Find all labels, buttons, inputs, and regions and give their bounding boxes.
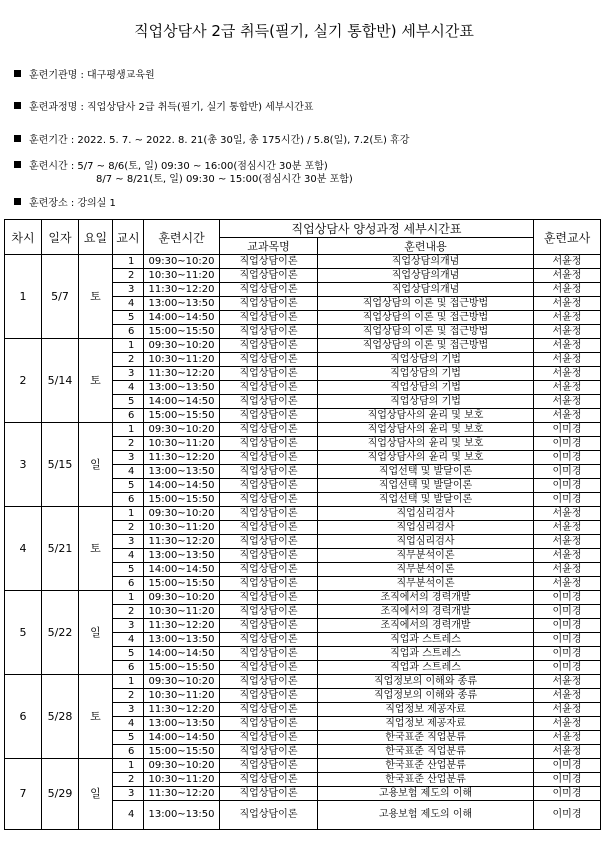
info-period-text: 훈련기간 : 2022. 5. 7. ~ 2022. 8. 21(총 30일, 총 175시간) / 5.8(일), 7.2(토) 휴강	[29, 135, 410, 146]
teacher-cell: 이미경	[534, 591, 601, 605]
period-cell: 3	[113, 787, 144, 801]
time-cell: 10:30~11:20	[144, 689, 220, 703]
date-cell: 5/15	[42, 423, 79, 507]
time-cell: 10:30~11:20	[144, 269, 220, 283]
subject-cell: 직업상담이론	[220, 661, 318, 675]
content-cell: 조직에서의 경력개발	[318, 619, 534, 633]
time-cell: 13:00~13:50	[144, 633, 220, 647]
teacher-cell: 이미경	[534, 661, 601, 675]
period-cell: 4	[113, 465, 144, 479]
period-cell: 6	[113, 661, 144, 675]
day-cell: 일	[79, 423, 113, 507]
info-course	[14, 101, 313, 114]
content-cell: 직업선택 및 발달이론	[318, 493, 534, 507]
header-day: 요일	[79, 220, 113, 255]
time-cell: 10:30~11:20	[144, 605, 220, 619]
content-cell: 직업상담의 이론 및 접근방법	[318, 297, 534, 311]
period-cell: 2	[113, 269, 144, 283]
period-cell: 1	[113, 591, 144, 605]
teacher-cell: 이미경	[534, 451, 601, 465]
time-cell: 09:30~10:20	[144, 591, 220, 605]
content-cell: 직무분석이론	[318, 549, 534, 563]
time-cell: 09:30~10:20	[144, 339, 220, 353]
content-cell: 조직에서의 경력개발	[318, 591, 534, 605]
subject-cell: 직업상담이론	[220, 731, 318, 745]
content-cell: 직업심리검사	[318, 535, 534, 549]
session-cell: 2	[5, 339, 42, 423]
date-cell: 5/22	[42, 591, 79, 675]
header-subject: 교과목명	[220, 238, 318, 255]
time-cell: 13:00~13:50	[144, 297, 220, 311]
period-cell: 1	[113, 759, 144, 773]
teacher-cell: 이미경	[534, 801, 601, 830]
teacher-cell: 서윤정	[534, 283, 601, 297]
subject-cell: 직업상담이론	[220, 521, 318, 535]
time-cell: 15:00~15:50	[144, 745, 220, 759]
subject-cell: 직업상담이론	[220, 339, 318, 353]
period-cell: 6	[113, 325, 144, 339]
content-cell: 직업정보의 이해와 종류	[318, 689, 534, 703]
subject-cell: 직업상담이론	[220, 353, 318, 367]
teacher-cell: 서윤정	[534, 563, 601, 577]
subject-cell: 직업상담이론	[220, 591, 318, 605]
subject-cell: 직업상담이론	[220, 465, 318, 479]
time-cell: 15:00~15:50	[144, 661, 220, 675]
content-cell: 직업상담의 기법	[318, 381, 534, 395]
time-cell: 13:00~13:50	[144, 465, 220, 479]
subject-cell: 직업상담이론	[220, 283, 318, 297]
content-cell: 직업상담사의 윤리 및 보호	[318, 437, 534, 451]
subject-cell: 직업상담이론	[220, 255, 318, 269]
teacher-cell: 서윤정	[534, 381, 601, 395]
time-cell: 09:30~10:20	[144, 423, 220, 437]
subject-cell: 직업상담이론	[220, 437, 318, 451]
subject-cell: 직업상담이론	[220, 367, 318, 381]
time-cell: 14:00~14:50	[144, 563, 220, 577]
date-cell: 5/29	[42, 759, 79, 830]
subject-cell: 직업상담이론	[220, 325, 318, 339]
content-cell: 조직에서의 경력개발	[318, 605, 534, 619]
teacher-cell: 서윤정	[534, 367, 601, 381]
content-cell: 직업심리검사	[318, 507, 534, 521]
content-cell: 직업상담사의 윤리 및 보호	[318, 423, 534, 437]
content-cell: 한국표준 직업분류	[318, 731, 534, 745]
time-cell: 11:30~12:20	[144, 787, 220, 801]
time-cell: 11:30~12:20	[144, 619, 220, 633]
content-cell: 한국표준 직업분류	[318, 745, 534, 759]
subject-cell: 직업상담이론	[220, 787, 318, 801]
subject-cell: 직업상담이론	[220, 647, 318, 661]
content-cell: 직무분석이론	[318, 577, 534, 591]
subject-cell: 직업상담이론	[220, 395, 318, 409]
time-cell: 10:30~11:20	[144, 521, 220, 535]
content-cell: 직업심리검사	[318, 521, 534, 535]
subject-cell: 직업상담이론	[220, 717, 318, 731]
header-period: 교시	[113, 220, 144, 255]
teacher-cell: 서윤정	[534, 395, 601, 409]
period-cell: 4	[113, 801, 144, 830]
period-cell: 2	[113, 605, 144, 619]
content-cell: 직업상담의 이론 및 접근방법	[318, 311, 534, 325]
info-hours-text-2: 8/7 ~ 8/21(토, 일) 09:30 ~ 15:00(점심시간 30분 포함)	[96, 174, 353, 185]
session-cell: 3	[5, 423, 42, 507]
content-cell: 직업정보 제공자료	[318, 717, 534, 731]
time-cell: 15:00~15:50	[144, 493, 220, 507]
subject-cell: 직업상담이론	[220, 633, 318, 647]
period-cell: 5	[113, 479, 144, 493]
bullet-square-icon	[14, 102, 21, 109]
teacher-cell: 서윤정	[534, 269, 601, 283]
content-cell: 직업상담의 이론 및 접근방법	[318, 339, 534, 353]
table-row	[5, 507, 601, 521]
time-cell: 10:30~11:20	[144, 353, 220, 367]
schedule-body	[5, 255, 601, 830]
period-cell: 3	[113, 283, 144, 297]
date-cell: 5/28	[42, 675, 79, 759]
teacher-cell: 이미경	[534, 605, 601, 619]
content-cell: 직업상담사의 윤리 및 보호	[318, 451, 534, 465]
period-cell: 3	[113, 535, 144, 549]
subject-cell: 직업상담이론	[220, 451, 318, 465]
time-cell: 10:30~11:20	[144, 773, 220, 787]
date-cell: 5/21	[42, 507, 79, 591]
period-cell: 5	[113, 563, 144, 577]
time-cell: 15:00~15:50	[144, 325, 220, 339]
page-title: 직업상담사 2급 취득(필기, 실기 통합반) 세부시간표	[134, 22, 474, 40]
table-row	[5, 759, 601, 773]
info-location-text: 훈련장소 : 강의실 1	[29, 198, 116, 209]
time-cell: 09:30~10:20	[144, 255, 220, 269]
schedule-table	[4, 219, 601, 830]
day-cell: 일	[79, 759, 113, 830]
subject-cell: 직업상담이론	[220, 507, 318, 521]
content-cell: 직업정보 제공자료	[318, 703, 534, 717]
session-cell: 5	[5, 591, 42, 675]
subject-cell: 직업상담이론	[220, 311, 318, 325]
content-cell: 직업상담사의 윤리 및 보호	[318, 409, 534, 423]
day-cell: 토	[79, 255, 113, 339]
content-cell: 직업과 스트레스	[318, 661, 534, 675]
time-cell: 11:30~12:20	[144, 283, 220, 297]
teacher-cell: 서윤정	[534, 675, 601, 689]
content-cell: 직업과 스트레스	[318, 647, 534, 661]
table-row	[5, 591, 601, 605]
content-cell: 직업상담의개념	[318, 255, 534, 269]
date-cell: 5/14	[42, 339, 79, 423]
period-cell: 5	[113, 731, 144, 745]
teacher-cell: 이미경	[534, 787, 601, 801]
info-location	[14, 197, 116, 210]
time-cell: 11:30~12:20	[144, 367, 220, 381]
content-cell: 직업선택 및 발달이론	[318, 465, 534, 479]
subject-cell: 직업상담이론	[220, 535, 318, 549]
period-cell: 3	[113, 703, 144, 717]
subject-cell: 직업상담이론	[220, 493, 318, 507]
session-cell: 7	[5, 759, 42, 830]
teacher-cell: 서윤정	[534, 717, 601, 731]
content-cell: 직업정보의 이해와 종류	[318, 675, 534, 689]
table-row	[5, 675, 601, 689]
time-cell: 09:30~10:20	[144, 507, 220, 521]
info-period	[14, 134, 409, 147]
teacher-cell: 서윤정	[534, 507, 601, 521]
period-cell: 5	[113, 311, 144, 325]
period-cell: 2	[113, 521, 144, 535]
teacher-cell: 이미경	[534, 465, 601, 479]
time-cell: 14:00~14:50	[144, 647, 220, 661]
teacher-cell: 서윤정	[534, 353, 601, 367]
time-cell: 15:00~15:50	[144, 577, 220, 591]
teacher-cell: 서윤정	[534, 311, 601, 325]
info-course-text: 훈련과정명 : 직업상담사 2급 취득(필기, 실기 통합반) 세부시간표	[29, 102, 314, 113]
subject-cell: 직업상담이론	[220, 549, 318, 563]
period-cell: 4	[113, 717, 144, 731]
subject-cell: 직업상담이론	[220, 479, 318, 493]
session-cell: 6	[5, 675, 42, 759]
teacher-cell: 이미경	[534, 493, 601, 507]
teacher-cell: 서윤정	[534, 521, 601, 535]
header-teacher: 훈련교사	[534, 220, 601, 255]
teacher-cell: 서윤정	[534, 549, 601, 563]
content-cell: 고용보험 제도의 이해	[318, 801, 534, 830]
time-cell: 14:00~14:50	[144, 395, 220, 409]
content-cell: 직업상담의 이론 및 접근방법	[318, 325, 534, 339]
teacher-cell: 이미경	[534, 773, 601, 787]
info-institution-text: 훈련기관명 : 대구평생교육원	[29, 70, 155, 81]
header-session: 차시	[5, 220, 42, 255]
subject-cell: 직업상담이론	[220, 297, 318, 311]
table-row	[5, 255, 601, 269]
period-cell: 3	[113, 451, 144, 465]
date-cell: 5/7	[42, 255, 79, 339]
subject-cell: 직업상담이론	[220, 675, 318, 689]
bullet-square-icon	[14, 70, 21, 77]
teacher-cell: 서윤정	[534, 689, 601, 703]
time-cell: 13:00~13:50	[144, 549, 220, 563]
teacher-cell: 이미경	[534, 479, 601, 493]
content-cell: 직업상담의 기법	[318, 367, 534, 381]
subject-cell: 직업상담이론	[220, 381, 318, 395]
period-cell: 1	[113, 423, 144, 437]
subject-cell: 직업상담이론	[220, 773, 318, 787]
content-cell: 직업상담의개념	[318, 269, 534, 283]
period-cell: 4	[113, 633, 144, 647]
period-cell: 2	[113, 689, 144, 703]
content-cell: 직업상담의 기법	[318, 395, 534, 409]
period-cell: 6	[113, 745, 144, 759]
subject-cell: 직업상담이론	[220, 269, 318, 283]
time-cell: 14:00~14:50	[144, 731, 220, 745]
time-cell: 14:00~14:50	[144, 479, 220, 493]
teacher-cell: 서윤정	[534, 745, 601, 759]
content-cell: 한국표준 산업분류	[318, 773, 534, 787]
time-cell: 11:30~12:20	[144, 535, 220, 549]
period-cell: 5	[113, 395, 144, 409]
subject-cell: 직업상담이론	[220, 423, 318, 437]
period-cell: 1	[113, 339, 144, 353]
period-cell: 4	[113, 297, 144, 311]
header-content: 훈련내용	[318, 238, 534, 255]
info-institution	[14, 69, 155, 82]
session-cell: 1	[5, 255, 42, 339]
period-cell: 2	[113, 437, 144, 451]
period-cell: 4	[113, 549, 144, 563]
subject-cell: 직업상담이론	[220, 577, 318, 591]
subject-cell: 직업상담이론	[220, 745, 318, 759]
subject-cell: 직업상담이론	[220, 689, 318, 703]
header-time: 훈련시간	[144, 220, 220, 255]
time-cell: 14:00~14:50	[144, 311, 220, 325]
day-cell: 토	[79, 339, 113, 423]
session-cell: 4	[5, 507, 42, 591]
teacher-cell: 서윤정	[534, 731, 601, 745]
teacher-cell: 이미경	[534, 437, 601, 451]
bullet-square-icon	[14, 161, 21, 168]
period-cell: 6	[113, 577, 144, 591]
info-hours	[14, 160, 353, 186]
period-cell: 5	[113, 647, 144, 661]
day-cell: 토	[79, 675, 113, 759]
subject-cell: 직업상담이론	[220, 563, 318, 577]
content-cell: 직업선택 및 발달이론	[318, 479, 534, 493]
header-date: 일자	[42, 220, 79, 255]
subject-cell: 직업상담이론	[220, 703, 318, 717]
subject-cell: 직업상담이론	[220, 759, 318, 773]
teacher-cell: 서윤정	[534, 325, 601, 339]
teacher-cell: 이미경	[534, 759, 601, 773]
teacher-cell: 서윤정	[534, 297, 601, 311]
table-row	[5, 339, 601, 353]
content-cell: 한국표준 산업분류	[318, 759, 534, 773]
teacher-cell: 서윤정	[534, 409, 601, 423]
content-cell: 고용보험 제도의 이해	[318, 787, 534, 801]
bullet-square-icon	[14, 198, 21, 205]
period-cell: 1	[113, 507, 144, 521]
bullet-square-icon	[14, 135, 21, 142]
day-cell: 일	[79, 591, 113, 675]
day-cell: 토	[79, 507, 113, 591]
period-cell: 1	[113, 675, 144, 689]
time-cell: 13:00~13:50	[144, 717, 220, 731]
teacher-cell: 서윤정	[534, 339, 601, 353]
subject-cell: 직업상담이론	[220, 619, 318, 633]
info-hours-text: 훈련시간 : 5/7 ~ 8/6(토, 일) 09:30 ~ 16:00(점심시간 30분 포함)	[29, 161, 328, 172]
content-cell: 직업과 스트레스	[318, 633, 534, 647]
content-cell: 직업상담의개념	[318, 283, 534, 297]
time-cell: 11:30~12:20	[144, 451, 220, 465]
teacher-cell: 이미경	[534, 647, 601, 661]
time-cell: 10:30~11:20	[144, 437, 220, 451]
time-cell: 11:30~12:20	[144, 703, 220, 717]
time-cell: 13:00~13:50	[144, 381, 220, 395]
period-cell: 2	[113, 353, 144, 367]
teacher-cell: 서윤정	[534, 703, 601, 717]
period-cell: 4	[113, 381, 144, 395]
teacher-cell: 이미경	[534, 619, 601, 633]
period-cell: 2	[113, 773, 144, 787]
subject-cell: 직업상담이론	[220, 801, 318, 830]
time-cell: 13:00~13:50	[144, 801, 220, 830]
header-group: 직업상담사 양성과정 세부시간표	[220, 220, 534, 238]
teacher-cell: 이미경	[534, 423, 601, 437]
period-cell: 6	[113, 493, 144, 507]
time-cell: 09:30~10:20	[144, 675, 220, 689]
subject-cell: 직업상담이론	[220, 409, 318, 423]
teacher-cell: 서윤정	[534, 577, 601, 591]
subject-cell: 직업상담이론	[220, 605, 318, 619]
time-cell: 15:00~15:50	[144, 409, 220, 423]
content-cell: 직무분석이론	[318, 563, 534, 577]
teacher-cell: 서윤정	[534, 535, 601, 549]
period-cell: 1	[113, 255, 144, 269]
period-cell: 3	[113, 619, 144, 633]
teacher-cell: 서윤정	[534, 255, 601, 269]
period-cell: 6	[113, 409, 144, 423]
content-cell: 직업상담의 기법	[318, 353, 534, 367]
teacher-cell: 이미경	[534, 633, 601, 647]
time-cell: 09:30~10:20	[144, 759, 220, 773]
table-row	[5, 423, 601, 437]
period-cell: 3	[113, 367, 144, 381]
